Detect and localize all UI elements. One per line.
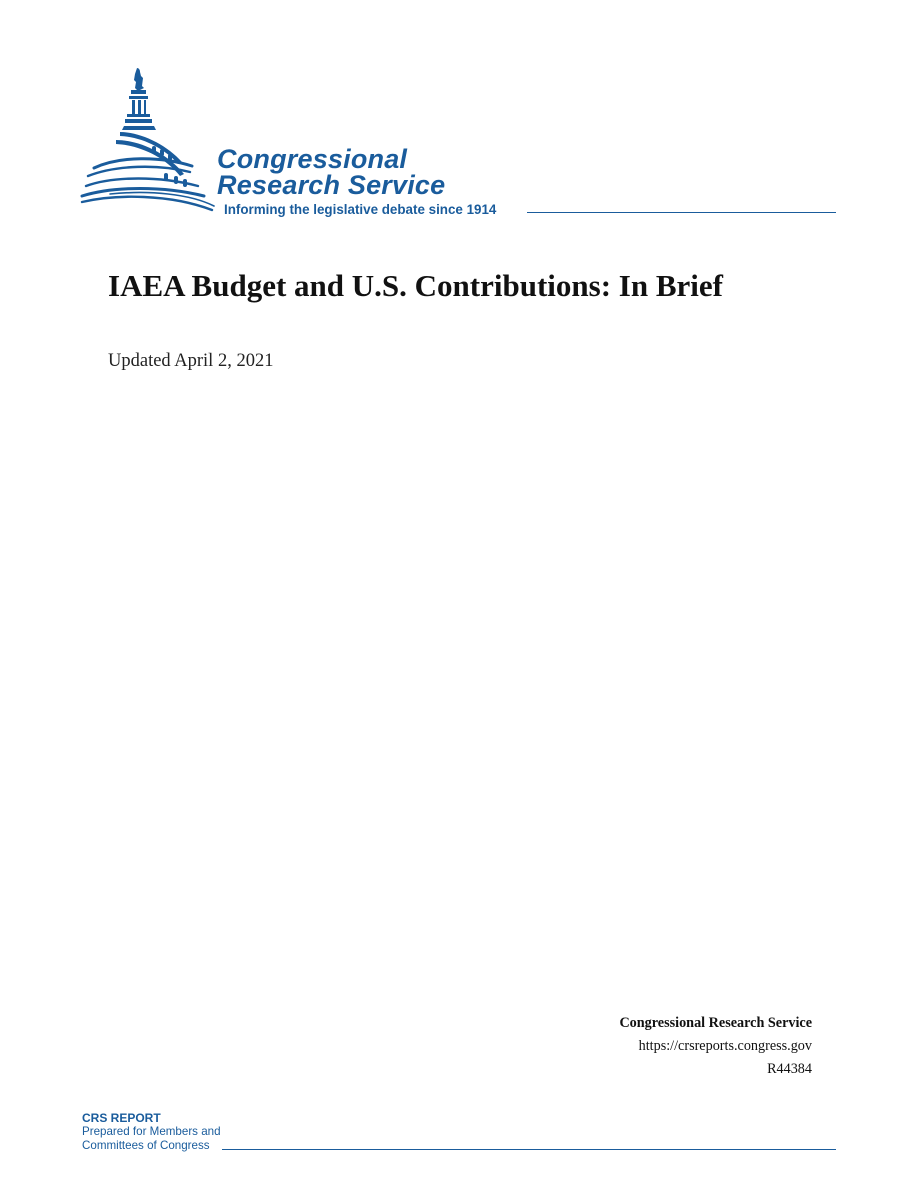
logo-tagline: Informing the legislative debate since 1914 — [224, 202, 497, 217]
footer-label: CRS REPORT — [82, 1111, 161, 1125]
publisher-block — [619, 1012, 812, 1080]
report-title: IAEA Budget and U.S. Contributions: In Brief — [108, 268, 723, 303]
footer-line-1: Prepared for Members and — [82, 1125, 221, 1138]
capitol-dome-icon — [80, 66, 230, 222]
publisher-url-link[interactable]: https://crsreports.congress.gov — [638, 1038, 812, 1054]
report-id: R44384 — [767, 1061, 812, 1077]
footer-block — [82, 1111, 221, 1153]
publisher-name: Congressional Research Service — [619, 1015, 812, 1031]
logo-line-research-service: Research Service — [217, 170, 446, 200]
footer-divider — [222, 1149, 836, 1150]
header-divider — [527, 212, 836, 213]
footer-line-2: Committees of Congress — [82, 1139, 210, 1152]
logo-line-congressional: Congressional — [217, 144, 408, 174]
crs-logo — [80, 66, 540, 222]
report-date: Updated April 2, 2021 — [108, 351, 274, 371]
